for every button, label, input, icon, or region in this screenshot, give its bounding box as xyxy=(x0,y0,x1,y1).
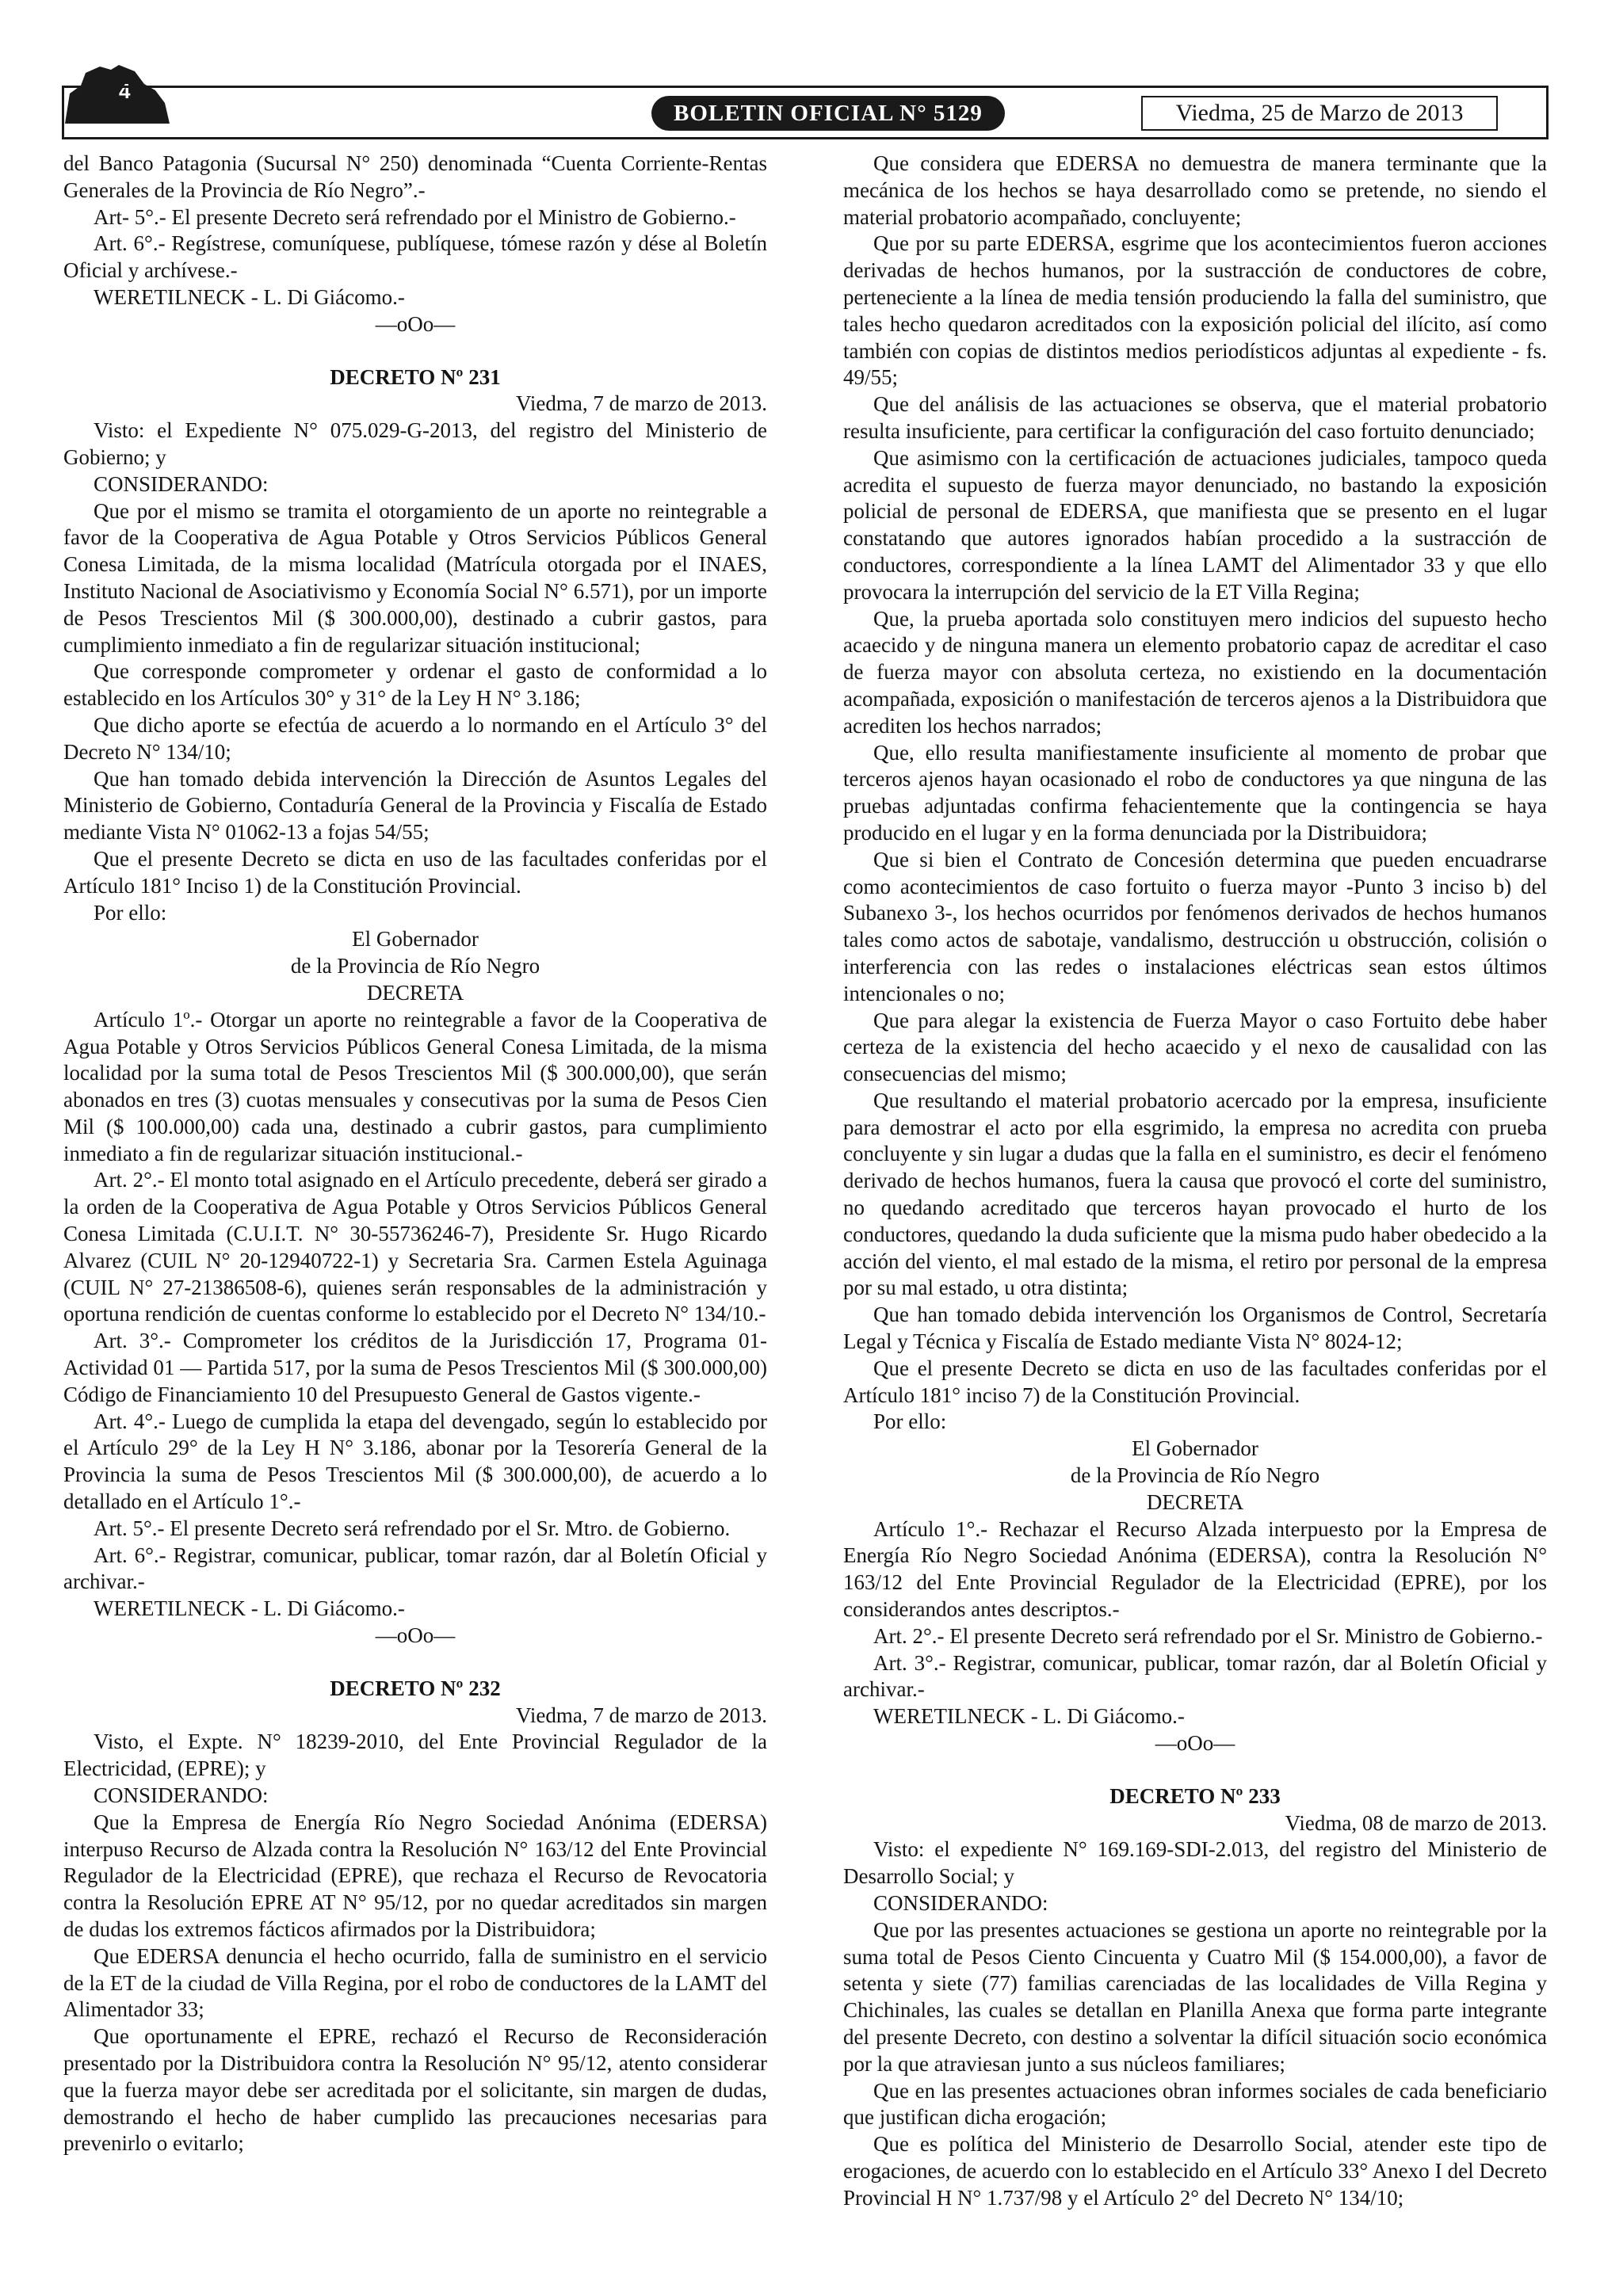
centered-line: de la Provincia de Río Negro xyxy=(1070,1463,1320,1488)
issue-date: Viedma, 25 de Marzo de 2013 xyxy=(1141,96,1498,131)
left-column xyxy=(63,151,767,2157)
paragraph: Que es política del Ministerio de Desarrollo Social, atender este tipo de erogaciones, de acuerdo con lo establecido en el Artículo 33° Anexo I del Decreto Provincial H N° 1.737/98 y el Artículo 2° del Decreto N° 134/10; xyxy=(843,2132,1547,2210)
decree-title: DECRETO Nº 233 xyxy=(1109,1783,1281,1808)
paragraph: CONSIDERANDO: xyxy=(94,471,269,496)
paragraph: Art. 3°.- Comprometer los créditos de la Jurisdicción 17, Programa 01-Actividad 01 — Partida 517, por la suma de Pesos Trescientos Mil ($ 300.000,00) Código de Financiamiento 10 del Presupuesto General de Gastos vigente.- xyxy=(63,1329,767,1406)
paragraph: Que el presente Decreto se dicta en uso de las facultades conferidas por el Artículo 181° Inciso 1) de la Constitución Provincial. xyxy=(63,846,767,898)
centered-line: —oOo— xyxy=(375,1623,456,1648)
paragraph: Visto: el expediente N° 169.169-SDI-2.013, del registro del Ministerio de Desarrollo Social; y xyxy=(843,1837,1547,1889)
paragraph: Que han tomado debida intervención la Dirección de Asuntos Legales del Ministerio de Gobierno, Contaduría General de la Provincia y Fiscalía de Estado mediante Vista N° 01062-13 a fojas 54/55; xyxy=(63,766,767,845)
right-column xyxy=(843,151,1547,2212)
decree-date: Viedma, 7 de marzo de 2013. xyxy=(515,391,767,416)
paragraph: Visto: el Expediente N° 075.029-G-2013, del registro del Ministerio de Gobierno; y xyxy=(63,418,767,469)
paragraph: WERETILNECK - L. Di Giácomo.- xyxy=(873,1704,1185,1729)
centered-line: —oOo— xyxy=(375,311,456,336)
paragraph: Que por las presentes actuaciones se gestiona un aporte no reintegrable por la suma total de Pesos Ciento Cincuenta y Cuatro Mil ($ 154.000,00), a favor de setenta y siete (77) familias carenciadas de las localidades de Villa Regina y Chichinales, las cuales se detallan en Planilla Anexa que forma parte integrante del presente Decreto, con destino a solventar la difícil situación socio económica por la que atraviesan junto a sus núcleos familiares; xyxy=(843,1917,1547,2076)
paragraph: Art. 6°.- Registrar, comunicar, publicar, tomar razón, dar al Boletín Oficial y archivar.- xyxy=(63,1543,767,1594)
paragraph: Por ello: xyxy=(94,900,167,925)
paragraph: Que, la prueba aportada solo constituyen mero indicios del supuesto hecho acaecido y de ninguna manera un elemento probatorio capaz de acreditar el caso de fuerza mayor con absoluta certeza, no existiendo en la documentación acompañada, exposición o manifestación de terceros ajenos a la Distribuidora que acrediten los hechos narrados; xyxy=(843,606,1547,738)
paragraph: Artículo 1°.- Rechazar el Recurso Alzada interpuesto por la Empresa de Energía Río Negro Sociedad Anónima (EDERSA), contra la Resolución N° 163/12 del Ente Provincial Regulador de la Electricidad (EPRE), por los considerandos antes descriptos.- xyxy=(843,1516,1547,1622)
paragraph: Que el presente Decreto se dicta en uso de las facultades conferidas por el Artículo 181° inciso 7) de la Constitución Provincial. xyxy=(843,1356,1547,1407)
paragraph: Que por su parte EDERSA, esgrime que los acontecimientos fueron acciones derivadas de hechos humanos, por la sustracción de conductores de cobre, perteneciente a la línea de media tensión produciendo la falla del suministro, que tales hecho quedaron acreditados con la exposición policial del ilícito, así como también con copias de distintos medios periodísticos adjuntas al expediente - fs. 49/55; xyxy=(843,231,1547,390)
decree-title: DECRETO Nº 231 xyxy=(330,364,501,389)
page-number: 4 xyxy=(119,79,131,103)
paragraph: CONSIDERANDO: xyxy=(94,1783,269,1808)
paragraph: Visto, el Expte. N° 18239-2010, del Ente Provincial Regulador de la Electricidad, (EPRE); y xyxy=(63,1730,767,1781)
paragraph: Que resultando el material probatorio acercado por la empresa, insuficiente para demostrar el acto por ella esgrimido, la empresa no acredita con prueba concluyente y sin lugar a dudas que la falla en el suministro, es decir el fenómeno derivado de hechos humanos, fuera la causa que provocó el corte del suministro, no quedando acreditado que terceros hayan provocado el hurto de los conductores, quedando la duda suficiente que la misma pudo haber obedecido a la acción del viento, el mal estado de la misma, el retiro por personal de la empresa por su mal estado, u otra distinta; xyxy=(843,1088,1547,1300)
paragraph: CONSIDERANDO: xyxy=(873,1891,1048,1915)
centered-line: El Gobernador xyxy=(352,927,479,952)
paragraph: Que en las presentes actuaciones obran informes sociales de cada beneficiario que justifican dicha erogación; xyxy=(843,2078,1547,2130)
paragraph: Art. 4°.- Luego de cumplida la etapa del devengado, según lo establecido por el Artículo 29° de la Ley H N° 3.186, abonar por la Tesorería General de la Provincia la suma de Pesos Trescientos Mil ($ 300.000,00), de acuerdo a lo detallado en el Artículo 1°.- xyxy=(63,1409,767,1514)
paragraph: Que la Empresa de Energía Río Negro Sociedad Anónima (EDERSA) interpuso Recurso de Alzada contra la Resolución N° 163/12 del Ente Provincial Regulador de la Electricidad (EPRE), que rechaza el Recurso de Revocatoria contra la Resolución EPRE AT N° 95/12, por no quedar acreditados sin margen de dudas los extremos fácticos afirmados por la Distribuidora; xyxy=(63,1810,767,1941)
paragraph: Que han tomado debida intervención los Organismos de Control, Secretaría Legal y Técnica y Fiscalía de Estado mediante Vista N° 8024-12; xyxy=(843,1302,1547,1354)
centered-line: de la Provincia de Río Negro xyxy=(290,954,540,978)
paragraph: WERETILNECK - L. Di Giácomo.- xyxy=(94,284,405,309)
paragraph: Que para alegar la existencia de Fuerza Mayor o caso Fortuito debe haber certeza de la existencia del hecho acaecido y el nexo de causalidad con las consecuencias del mismo; xyxy=(843,1008,1547,1086)
decree-date: Viedma, 08 de marzo de 2013. xyxy=(1285,1810,1547,1835)
paragraph: Art. 2°.- El monto total asignado en el Artículo precedente, deberá ser girado a la orden de la Cooperativa de Agua Potable y Otros Servicios Públicos General Conesa Limitada (C.U.I.T. N° 30-55736246-7), Presidente Sr. Hugo Ricardo Alvarez (CUIL N° 20-12940722-1) y Secretaria Sra. Carmen Estela Aguinaga (CUIL N° 27-21386508-6), quienes serán responsables de la administración y oportuna rendición de cuentas conforme lo establecido por el Decreto N° 134/10.- xyxy=(63,1168,767,1326)
paragraph: Que considera que EDERSA no demuestra de manera terminante que la mecánica de los hechos se haya desarrollado como se pretende, no siendo el material probatorio acompañado, concluyente; xyxy=(843,151,1547,229)
centered-line: El Gobernador xyxy=(1132,1436,1258,1461)
paragraph: Art. 5°.- El presente Decreto será refrendado por el Sr. Mtro. de Gobierno. xyxy=(94,1516,731,1540)
paragraph: Que por el mismo se tramita el otorgamiento de un aporte no reintegrable a favor de la Cooperativa de Agua Potable y Otros Servicios Públicos General Conesa Limitada, de la misma localidad (Matrícula otorgada por el INAES, Instituto Nacional de Asociativismo y Economía Social N° 6.571), por un importe de Pesos Trescientos Mil ($ 300.000,00), destinado a cubrir gastos, para cumplimiento inmediato a fin de regularizar situación institucional; xyxy=(63,498,767,657)
paragraph: WERETILNECK - L. Di Giácomo.- xyxy=(94,1596,405,1621)
paragraph: Que dicho aporte se efectúa de acuerdo a lo normando en el Artículo 3° del Decreto N° 134/10; xyxy=(63,712,767,764)
paragraph: Que oportunamente el EPRE, rechazó el Recurso de Reconsideración presentado por la Distribuidora contra la Resolución N° 95/12, atento considerar que la fuerza mayor debe ser acreditada por el solicitante, sin margen de dudas, demostrando el hecho de haber cumplido las precauciones necesarias para prevenirlo o evitarlo; xyxy=(63,2024,767,2156)
paragraph: Art. 6°.- Regístrese, comuníquese, publíquese, tómese razón y dése al Boletín Oficial y archívese.- xyxy=(63,231,767,283)
paragraph: Art. 2°.- El presente Decreto será refrendado por el Sr. Ministro de Gobierno.- xyxy=(873,1623,1543,1648)
paragraph: del Banco Patagonia (Sucursal N° 250) denominada “Cuenta Corriente-Rentas Generales de la Provincia de Río Negro”.- xyxy=(63,151,767,202)
paragraph: Art. 3°.- Registrar, comunicar, publicar, tomar razón, dar al Boletín Oficial y archivar.- xyxy=(843,1650,1547,1702)
centered-line: DECRETA xyxy=(366,980,464,1005)
centered-line: DECRETA xyxy=(1146,1489,1244,1514)
decree-title: DECRETO Nº 232 xyxy=(330,1676,501,1700)
paragraph: Que EDERSA denuncia el hecho ocurrido, falla de suministro en el servicio de la ET de la ciudad de Villa Regina, por el robo de conductores de la LAMT del Alimentador 33; xyxy=(63,1943,767,2022)
decree-date: Viedma, 7 de marzo de 2013. xyxy=(515,1703,767,1727)
paragraph: Que asimismo con la certificación de actuaciones judiciales, tampoco queda acredita el supuesto de fuerza mayor denunciado, no bastando la exposición policial de personal de EDERSA, que manifiesta que se presento en el lugar constatando que autores ignorados habían procedido a la sustracción de conductores, correspondiente a la línea LAMT del Alimentador 33 y que ello provocara la interrupción del servicio de la ET Villa Regina; xyxy=(843,445,1547,604)
paragraph: Que si bien el Contrato de Concesión determina que pueden encuadrarse como acontecimientos de caso fortuito o fuerza mayor -Punto 3 inciso b) del Subanexo 3-, los hechos ocurridos por fenómenos derivados de hechos humanos tales como actos de sabotaje, vandalismo, destrucción u obstrucción, colisión o interferencia con las redes o instalaciones eléctricas sean estos últimos intencionales o no; xyxy=(843,847,1547,1005)
paragraph: Art- 5°.- El presente Decreto será refrendado por el Ministro de Gobierno.- xyxy=(94,204,736,229)
centered-line: —oOo— xyxy=(1155,1731,1235,1756)
paragraph: Que del análisis de las actuaciones se observa, que el material probatorio resulta insuficiente, para certificar la configuración del caso fortuito denunciado; xyxy=(843,392,1547,443)
paragraph: Artículo 1º.- Otorgar un aporte no reintegrable a favor de la Cooperativa de Agua Potable y Otros Servicios Públicos General Conesa Limitada, de la misma localidad por la suma total de Pesos Trescientos Mil ($ 300.000,00), que serán abonados en tres (3) cuotas mensuales y consecutivas por la suma de Pesos Cien Mil ($ 100.000,00) cada una, destinado a cubrir gastos, para cumplimiento inmediato a fin de regularizar situación institucional.- xyxy=(63,1007,767,1165)
paragraph: Que corresponde comprometer y ordenar el gasto de conformidad a lo establecido en los Artículos 30° y 31° de la Ley H N° 3.186; xyxy=(63,659,767,711)
paragraph: Por ello: xyxy=(873,1409,947,1434)
paragraph: Que, ello resulta manifiestamente insuficiente al momento de probar que terceros ajenos hayan ocasionado el robo de conductores ya que ninguna de las pruebas adjuntadas confirma fehacientemente que la contingencia se haya producido en el lugar y en la forma denunciada por la Distribuidora; xyxy=(843,740,1547,845)
boletin-title: BOLETIN OFICIAL N° 5129 xyxy=(651,96,1005,131)
